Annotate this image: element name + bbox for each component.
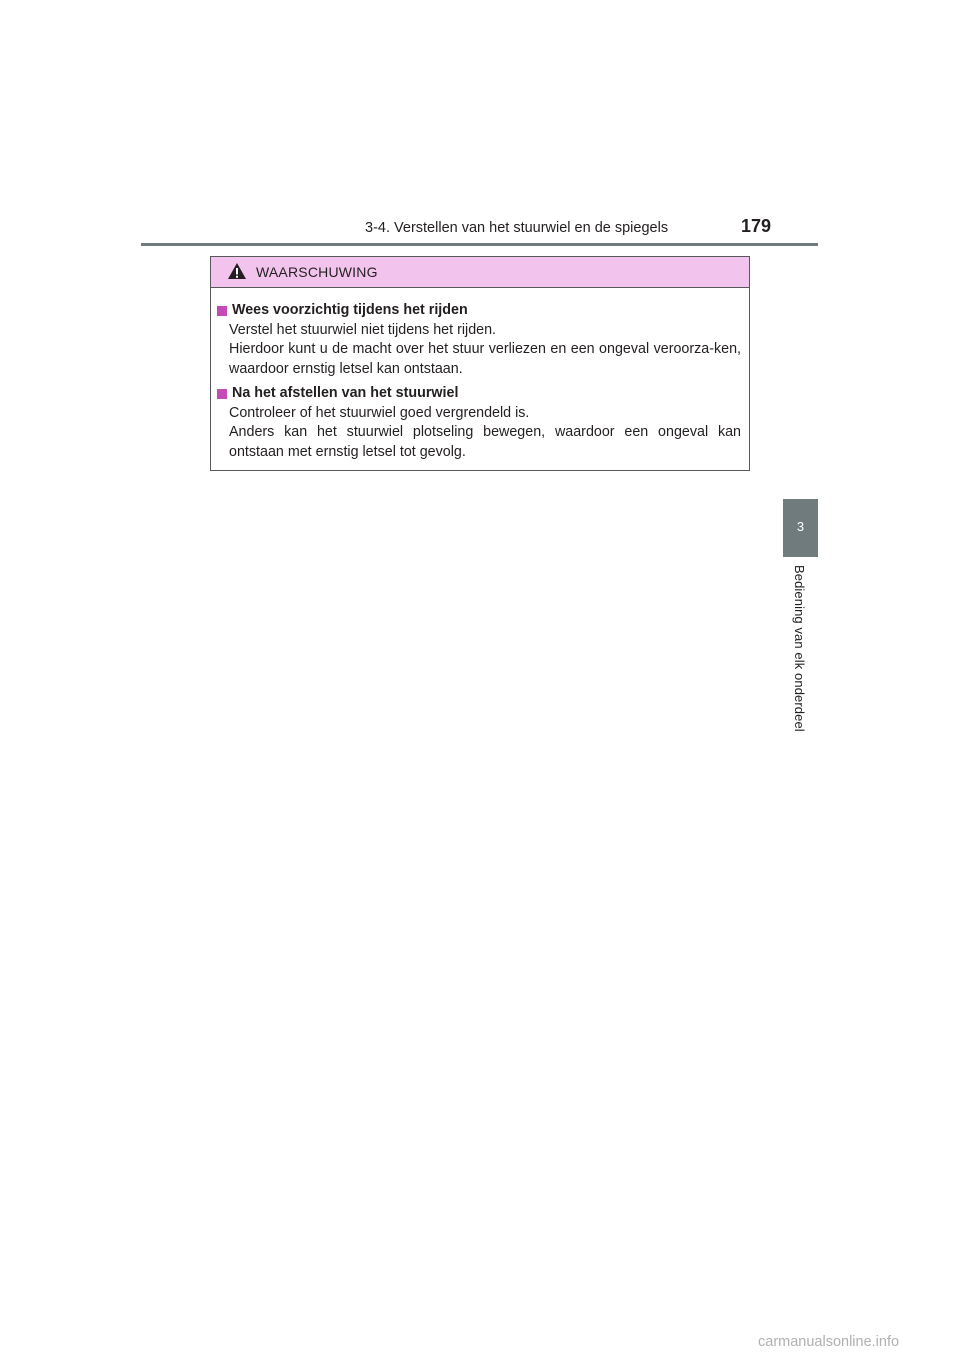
warning-triangle-icon: [227, 262, 247, 280]
section-paragraph: Verstel het stuurwiel niet tijdens het rijden.: [229, 321, 497, 338]
warning-section: [217, 384, 741, 462]
warning-section: [217, 301, 741, 379]
warning-body: [211, 288, 749, 462]
chapter-label: Bediening van elk onderdeel: [792, 565, 807, 732]
warning-title: WAARSCHUWING: [256, 264, 378, 280]
section-heading: Na het afstellen van het stuurwiel: [232, 385, 459, 401]
section-title: 3-4. Verstellen van het stuurwiel en de spiegels: [365, 220, 669, 236]
chapter-tab: [783, 499, 818, 557]
square-bullet-icon: [217, 389, 227, 399]
section-paragraph: Controleer of het stuurwiel goed vergrendeld is.: [229, 404, 530, 421]
chapter-number: 3: [796, 519, 805, 534]
page-number: 179: [741, 216, 772, 236]
section-paragraph: Hierdoor kunt u de macht over het stuur verliezen en een ongeval veroorza-ken, waardoor ernstig letsel kan ontstaan.: [229, 341, 741, 377]
header-rule: [141, 243, 818, 246]
section-paragraph: Anders kan het stuurwiel plotseling bewegen, waardoor een ongeval kan ontstaan met ernstig letsel tot gevolg.: [229, 424, 741, 460]
square-bullet-icon: [217, 306, 227, 316]
warning-header: [211, 257, 749, 288]
warning-box: [210, 256, 750, 471]
section-heading: Wees voorzichtig tijdens het rijden: [232, 302, 468, 318]
watermark: carmanualsonline.info: [758, 1334, 900, 1350]
